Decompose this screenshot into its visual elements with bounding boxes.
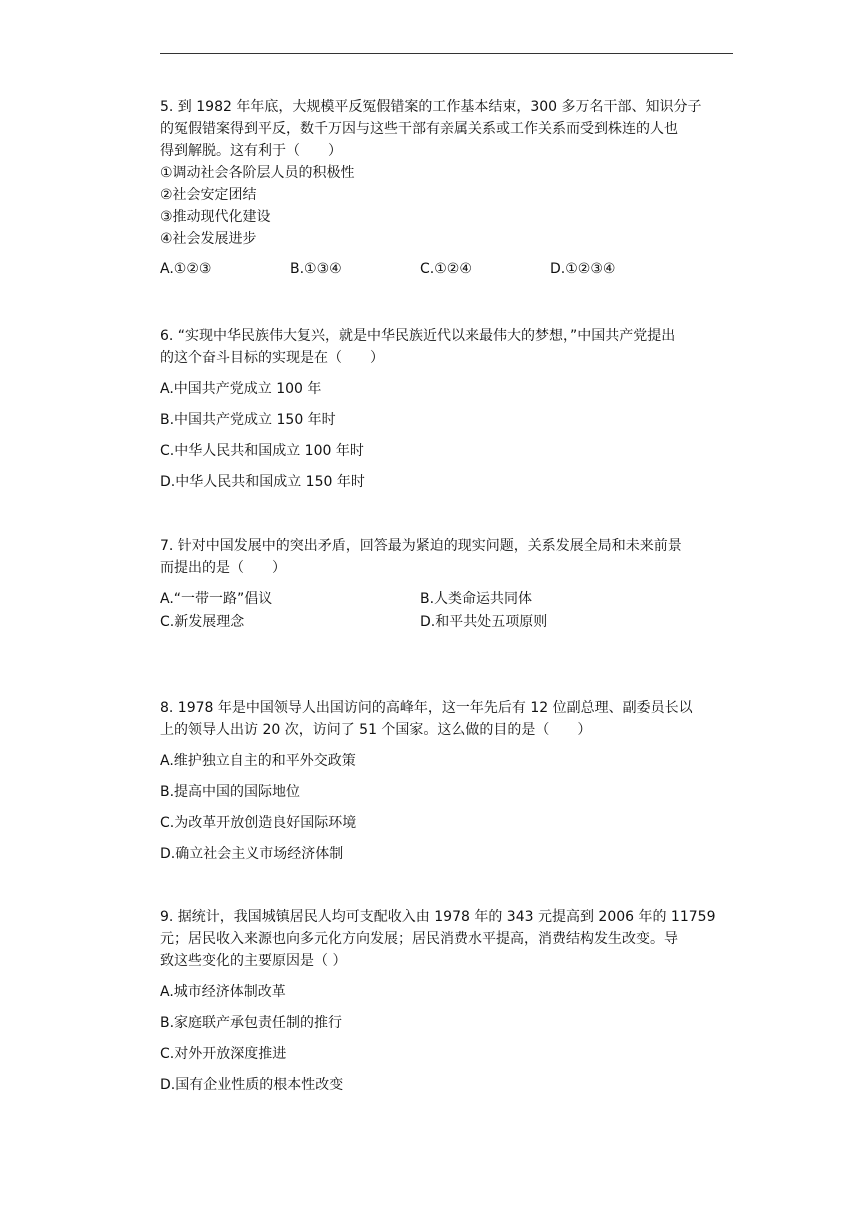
option-c[interactable]: C.为改革开放创造良好国际环境 — [160, 815, 357, 831]
option-a[interactable]: A.维护独立自主的和平外交政策 — [160, 753, 356, 769]
answer-options — [160, 258, 733, 280]
statement-item: ④社会发展进步 — [160, 231, 257, 247]
option-b[interactable]: B.提高中国的国际地位 — [160, 784, 301, 800]
question-stem-line: 6. “实现中华民族伟大复兴，就是中华民族近代以来最伟大的梦想，”中国共产党提出 — [160, 328, 676, 344]
option-c[interactable]: C.对外开放深度推进 — [160, 1046, 287, 1062]
question-5 — [160, 96, 733, 280]
option-d[interactable]: D.①②③④ — [550, 261, 616, 277]
option-c[interactable]: C.中华人民共和国成立 100 年时 — [160, 443, 364, 459]
option-c[interactable]: C.新发展理念 — [160, 614, 245, 630]
option-b[interactable]: B.家庭联产承包责任制的推行 — [160, 1015, 343, 1031]
option-b[interactable]: B.人类命运共同体 — [420, 591, 533, 607]
question-stem-line: 5. 到 1982 年年底，大规模平反冤假错案的工作基本结束，300 多万名干部、知识分子 — [160, 99, 702, 115]
question-stem-line: 9. 据统计，我国城镇居民人均可支配收入由 1978 年的 343 元提高到 2006 年的 11759 — [160, 909, 716, 925]
question-stem-line: 7. 针对中国发展中的突出矛盾，回答最为紧迫的现实问题，关系发展全局和未来前景 — [160, 538, 682, 554]
question-stem-line: 而提出的是（ ） — [160, 560, 286, 576]
question-stem-line: 上的领导人出访 20 次，访问了 51 个国家。这么做的目的是（ ） — [160, 722, 592, 738]
question-7 — [160, 535, 733, 634]
question-stem-line: 得到解脱。这有利于（ ） — [160, 143, 342, 159]
question-stem-line: 的冤假错案得到平反，数千万因与这些干部有亲属关系或工作关系而受到株连的人也 — [160, 121, 678, 137]
statement-item: ②社会安定团结 — [160, 187, 257, 203]
option-d[interactable]: D.确立社会主义市场经济体制 — [160, 846, 344, 862]
header-rule — [160, 53, 733, 54]
option-c[interactable]: C.①②④ — [420, 261, 472, 277]
option-d[interactable]: D.中华人民共和国成立 150 年时 — [160, 474, 365, 490]
option-a[interactable]: A.①②③ — [160, 261, 212, 277]
option-a[interactable]: A.“一带一路”倡议 — [160, 591, 273, 607]
question-9 — [160, 906, 733, 1096]
option-a[interactable]: A.中国共产党成立 100 年 — [160, 381, 322, 397]
option-a[interactable]: A.城市经济体制改革 — [160, 984, 286, 1000]
statement-item: ③推动现代化建设 — [160, 209, 271, 225]
question-stem-line: 8. 1978 年是中国领导人出国访问的高峰年，这一年先后有 12 位副总理、副委员长以 — [160, 700, 693, 716]
answer-options — [160, 588, 733, 634]
question-stem-line: 的这个奋斗目标的实现是在（ ） — [160, 350, 384, 366]
option-d[interactable]: D.国有企业性质的根本性改变 — [160, 1077, 344, 1093]
question-8 — [160, 697, 733, 865]
question-stem-line: 元；居民收入来源也向多元化方向发展；居民消费水平提高，消费结构发生改变。导 — [160, 931, 678, 947]
question-stem-line: 致这些变化的主要原因是（ ） — [160, 953, 347, 969]
option-b[interactable]: B.中国共产党成立 150 年时 — [160, 412, 336, 428]
question-6 — [160, 325, 733, 493]
option-b[interactable]: B.①③④ — [290, 261, 342, 277]
option-d[interactable]: D.和平共处五项原则 — [420, 614, 548, 630]
statement-item: ①调动社会各阶层人员的积极性 — [160, 165, 355, 181]
